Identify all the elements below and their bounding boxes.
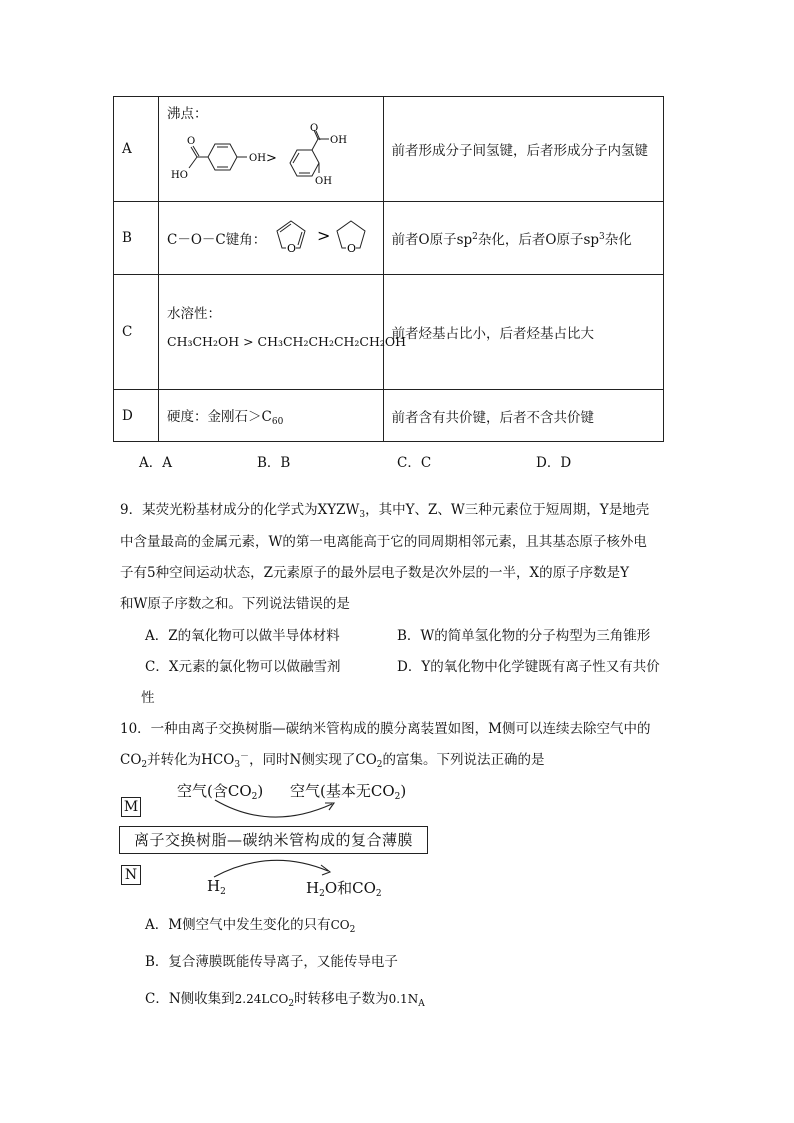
compare-operator: > xyxy=(316,226,330,245)
row-label: D xyxy=(114,390,159,442)
subscript: 2 xyxy=(141,760,148,770)
subscript: 2 xyxy=(375,889,382,899)
avogadro-value: 0.1N xyxy=(388,992,419,1006)
molecule-comparison-diagram xyxy=(167,123,367,190)
subscript: 2 xyxy=(220,887,226,897)
row-property xyxy=(159,390,384,442)
ring-comparison-diagram xyxy=(271,217,375,259)
q9-line-4: 和W原子序数之和。下列说法错误的是 xyxy=(120,596,350,612)
table-row xyxy=(114,390,664,442)
row-explanation: 前者形成分子间氢键，后者形成分子内氢键 xyxy=(383,97,663,202)
q9-option-a: A．Z的氧化物可以做半导体材料 xyxy=(145,628,340,644)
subscript: 3 xyxy=(234,760,241,770)
q10-text: ，同时N侧实现了 xyxy=(249,752,356,768)
row-property xyxy=(159,202,384,275)
composite-membrane-box: 离子交换树脂—碳纳米管构成的复合薄膜 xyxy=(119,826,428,854)
water-co2-label xyxy=(306,877,382,899)
diagram-text: 空气(基本无CO xyxy=(290,782,395,800)
mol1-carbonyl-o: O xyxy=(187,136,196,147)
q9-text: 9．某荧光粉基材成分的化学式为XYZW xyxy=(120,502,360,518)
property-title: 沸点： xyxy=(167,106,208,122)
mol1-phenol-oh: OH xyxy=(249,153,266,164)
superscript: 2 xyxy=(472,232,478,242)
option-text: 时转移电子数为 xyxy=(294,991,389,1007)
subscript: 2 xyxy=(376,760,383,770)
diagram-text: H xyxy=(207,877,221,895)
bicarbonate-formula: HCO xyxy=(201,752,235,768)
explanation-part: 前者O原子sp xyxy=(391,232,473,248)
q10-option-b: B．复合薄膜既能传导离子，又能传导电子 xyxy=(145,954,398,970)
q8-option-b: B．B xyxy=(257,455,291,471)
diagram-text: H xyxy=(306,879,320,897)
mol2-carbonyl-o: O xyxy=(310,123,319,134)
property-text: C－O－C键角： xyxy=(167,232,267,248)
q8-option-d: D．D xyxy=(536,455,572,471)
n-side-label: N xyxy=(121,865,141,885)
row-label: A xyxy=(114,97,159,202)
superscript: 3 xyxy=(599,232,605,242)
row-property xyxy=(159,97,384,202)
comparison-table xyxy=(113,96,664,442)
q10-line-2 xyxy=(120,748,545,770)
q10-line-1: 10．一种由离子交换树脂—碳纳米管构成的膜分离装置如图，M侧可以连续去除空气中的 xyxy=(120,721,651,737)
q10-option-a xyxy=(145,913,355,935)
diagram-text: ) xyxy=(257,782,264,800)
q9-line-2: 中含量最高的金属元素，W的第一电离能高于它的同周期相邻元素，且其基态原子核外电 xyxy=(120,534,647,550)
co2-formula: CO xyxy=(330,918,350,932)
co2-formula: CO xyxy=(355,752,377,768)
q10-text: 的富集。下列说法正确的是 xyxy=(382,752,545,768)
table-row xyxy=(114,202,664,275)
diagram-text: O和CO xyxy=(324,879,376,897)
q8-option-a: A．A xyxy=(139,455,172,471)
q9-text: ，其中Y、Z、W三种元素位于短周期，Y是地壳 xyxy=(365,502,650,518)
row-property xyxy=(159,275,407,390)
subscript: 2 xyxy=(288,999,295,1009)
row-explanation: 前者含有共价键，后者不含共价键 xyxy=(383,390,663,442)
row-label: B xyxy=(114,202,159,275)
subscript: A xyxy=(418,999,425,1009)
furan-oxygen: O xyxy=(286,242,296,255)
mol1-acid-oh: HO xyxy=(171,170,188,181)
subscript: 2 xyxy=(394,792,401,802)
q10-option-c xyxy=(145,987,425,1009)
q9-line-3: 子有5种空间运动状态，Z元素原子的最外层电子数是次外层的一半，X的原子序数是Y xyxy=(120,565,629,581)
row-explanation: 前者烃基占比小，后者烃基占比大 xyxy=(383,275,663,390)
table-row xyxy=(114,275,664,390)
property-text: 硬度：金刚石＞C xyxy=(167,408,272,425)
thf-oxygen: O xyxy=(346,242,356,255)
q9-option-d: D．Y的氧化物中化学键既有离子性又有共价 xyxy=(397,659,660,675)
table-row xyxy=(114,97,664,202)
diagram-text: ) xyxy=(400,782,407,800)
q10-text: 并转化为 xyxy=(147,752,202,768)
row-explanation xyxy=(383,202,663,275)
subscript: 2 xyxy=(349,925,356,935)
q9-option-c: C．X元素的氯化物可以做融雪剂 xyxy=(145,659,341,675)
q9-option-d-continued: 性 xyxy=(141,690,155,706)
diagram-text: 空气(含CO xyxy=(177,782,252,800)
subscript: 60 xyxy=(271,416,284,427)
explanation-part: 杂化，后者O原子sp xyxy=(477,232,600,248)
option-text: C．N侧收集到 xyxy=(145,991,235,1007)
top-flow-arrow xyxy=(200,790,350,820)
superscript: － xyxy=(240,752,250,762)
formula-comparison: CH₃CH₂OH > CH₃CH₂CH₂CH₂CH₂OH xyxy=(167,333,407,349)
row-label: C xyxy=(114,275,159,390)
volume-value: 2.24LCO xyxy=(234,992,289,1006)
m-side-label: M xyxy=(121,797,141,817)
compare-operator: > xyxy=(266,151,277,166)
explanation-part: 杂化 xyxy=(604,232,632,248)
mol2-acid-oh: OH xyxy=(330,135,347,146)
subscript: 2 xyxy=(319,889,325,899)
q10-text: CO xyxy=(120,752,142,768)
subscript: 2 xyxy=(251,792,258,802)
option-text: A．M侧空气中发生变化的只有 xyxy=(145,917,331,933)
q9-option-b: B．W的简单氢化物的分子构型为三角锥形 xyxy=(397,628,651,644)
q9-line-1 xyxy=(120,498,649,520)
hydrogen-label xyxy=(207,877,226,897)
property-title: 水溶性： xyxy=(167,305,221,322)
q8-option-c: C．C xyxy=(397,455,432,471)
mol2-phenol-oh: OH xyxy=(315,176,332,187)
subscript: 3 xyxy=(359,510,366,520)
